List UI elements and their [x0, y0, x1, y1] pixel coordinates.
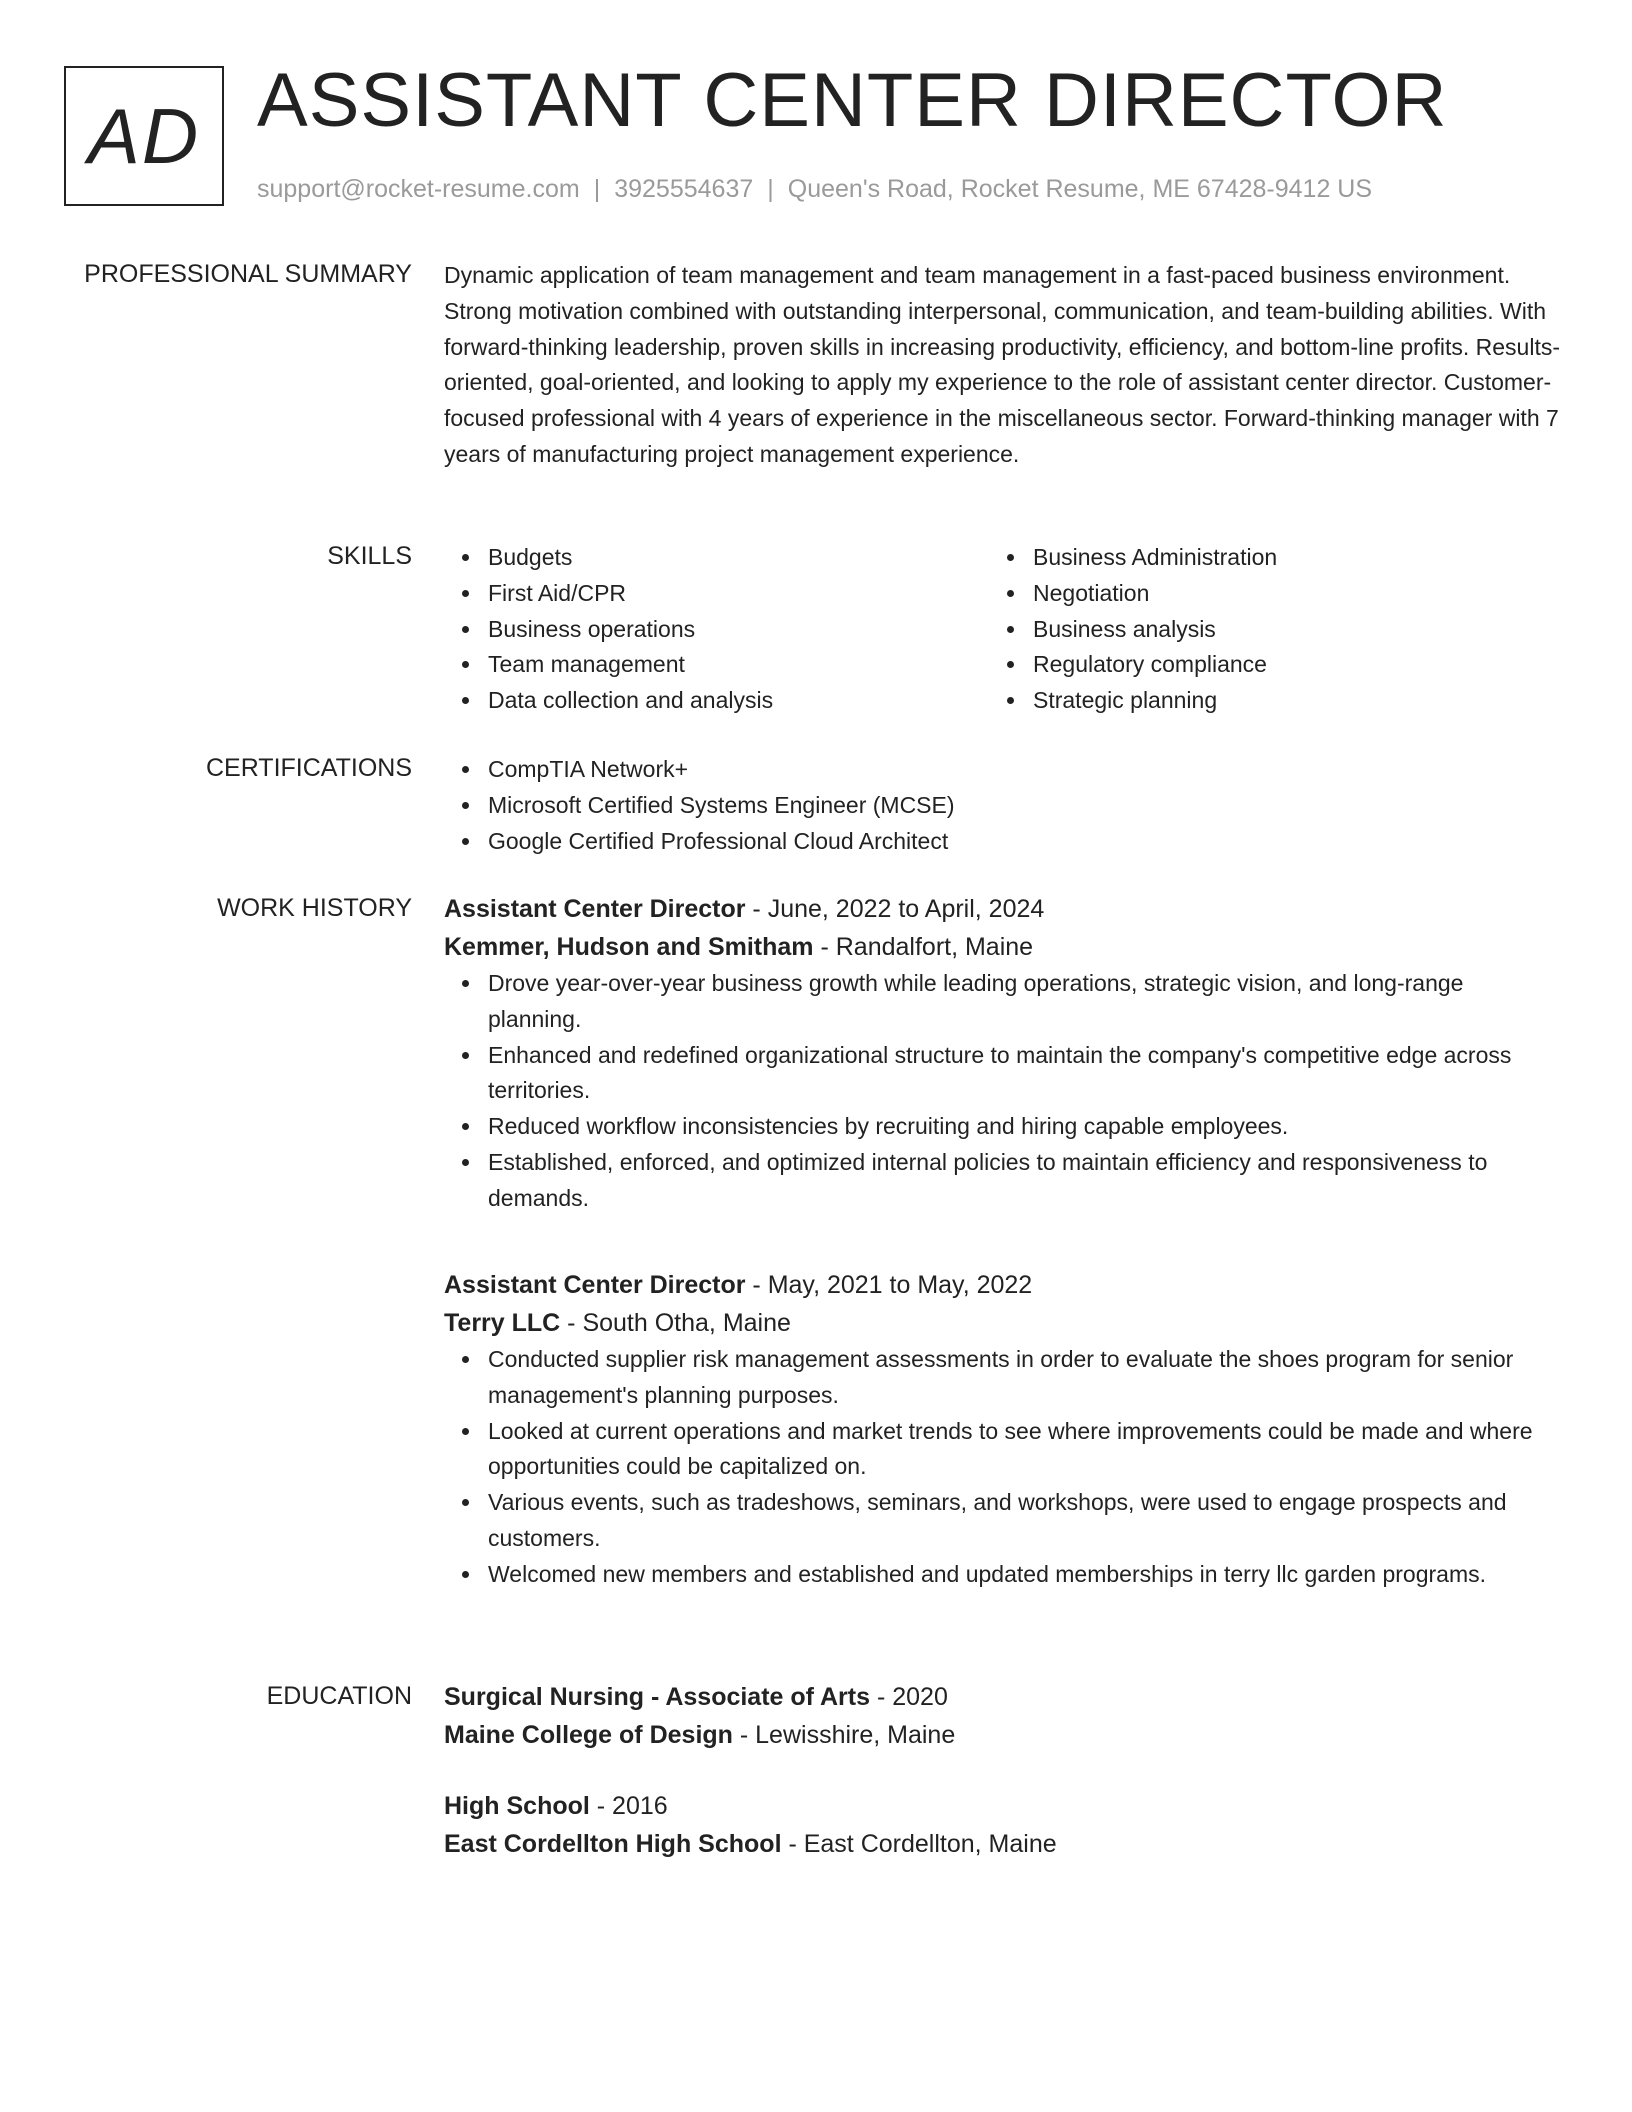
graduation-year: - 2016	[589, 1792, 668, 1820]
section-label-summary: PROFESSIONAL SUMMARY	[84, 260, 412, 288]
certification-item: Microsoft Certified Systems Engineer (MCSE)	[444, 788, 1560, 824]
section-label-education: EDUCATION	[266, 1682, 412, 1710]
certification-item: CompTIA Network+	[444, 752, 1560, 788]
school-location: - East Cordellton, Maine	[781, 1830, 1057, 1858]
company-line	[444, 928, 1560, 966]
degree-line	[444, 1787, 1560, 1825]
job-title-line	[444, 1266, 1560, 1304]
skill-item: Strategic planning	[989, 683, 1534, 719]
job-bullet: Drove year-over-year business growth while leading operations, strategic vision, and long-range planning.	[444, 966, 1560, 1038]
summary-text: Dynamic application of team management and team management in a fast-paced business environment. Strong motivation combined with outstanding interpersonal, communication, and team-building abilities. With forward-thinking leadership, proven skills in increasing productivity, efficiency, and bottom-line profits. Results-oriented, goal-oriented, and looking to apply my experience to the role of assistant center director. Customer-focused professional with 4 years of experience in the miscellaneous sector. Forward-thinking manager with 7 years of manufacturing project management experience.	[444, 262, 1561, 467]
certifications-list	[444, 752, 1560, 859]
skill-item: Regulatory compliance	[989, 647, 1534, 683]
contact-line	[257, 174, 1372, 204]
skill-item: Business Administration	[989, 540, 1534, 576]
skill-item: Negotiation	[989, 576, 1534, 612]
section-label-certifications: CERTIFICATIONS	[205, 754, 412, 782]
job-bullet: Looked at current operations and market trends to see where improvements could be made and where opportunities could be capitalized on.	[444, 1414, 1560, 1486]
skill-item: Business analysis	[989, 612, 1534, 648]
resume-title: ASSISTANT CENTER DIRECTOR	[257, 58, 1448, 143]
job-bullets	[444, 1342, 1560, 1593]
education-entry	[444, 1787, 1560, 1863]
job-dates: - May, 2021 to May, 2022	[745, 1271, 1033, 1299]
job-entry	[444, 890, 1560, 1217]
job-bullet: Enhanced and redefined organizational structure to maintain the company's competitive edge across territories.	[444, 1038, 1560, 1110]
monogram-initials: AD	[87, 91, 201, 180]
contact-separator: |	[767, 175, 774, 203]
skills-list-right	[989, 540, 1534, 719]
job-title: Assistant Center Director	[444, 1271, 746, 1299]
school-line	[444, 1825, 1560, 1863]
skill-item: Team management	[444, 647, 989, 683]
skill-item: Business operations	[444, 612, 989, 648]
job-bullet: Welcomed new members and established and updated memberships in terry llc garden programs.	[444, 1557, 1560, 1593]
company-location: - Randalfort, Maine	[813, 933, 1034, 961]
contact-phone: 3925554637	[614, 175, 754, 203]
job-dates: - June, 2022 to April, 2024	[745, 895, 1045, 923]
job-bullets	[444, 966, 1560, 1217]
company-name: Terry LLC	[444, 1309, 561, 1337]
degree: High School	[444, 1792, 590, 1820]
contact-email: support@rocket-resume.com	[257, 175, 580, 203]
education-entry	[444, 1678, 1560, 1754]
degree: Surgical Nursing - Associate of Arts	[444, 1683, 871, 1711]
degree-line	[444, 1678, 1560, 1716]
graduation-year: - 2020	[870, 1683, 948, 1711]
job-bullet: Conducted supplier risk management assessments in order to evaluate the shoes program for senior management's planning purposes.	[444, 1342, 1560, 1414]
certification-item: Google Certified Professional Cloud Architect	[444, 824, 1560, 860]
school-location: - Lewisshire, Maine	[732, 1721, 956, 1749]
skill-item: First Aid/CPR	[444, 576, 989, 612]
job-bullet: Reduced workflow inconsistencies by recruiting and hiring capable employees.	[444, 1109, 1560, 1145]
school-line	[444, 1716, 1560, 1754]
company-name: Kemmer, Hudson and Smitham	[444, 933, 814, 961]
company-line	[444, 1304, 1560, 1342]
job-entry	[444, 1266, 1560, 1593]
section-label-skills: SKILLS	[327, 542, 412, 570]
school-name: East Cordellton High School	[444, 1830, 782, 1858]
job-bullet: Various events, such as tradeshows, seminars, and workshops, were used to engage prospects and customers.	[444, 1485, 1560, 1557]
skill-item: Budgets	[444, 540, 989, 576]
skills-list-left	[444, 540, 989, 719]
skill-item: Data collection and analysis	[444, 683, 989, 719]
contact-separator: |	[593, 175, 601, 203]
company-location: - South Otha, Maine	[560, 1309, 791, 1337]
monogram-box	[64, 66, 224, 206]
contact-address: Queen's Road, Rocket Resume, ME 67428-9412 US	[787, 175, 1373, 203]
job-title-line	[444, 890, 1560, 928]
school-name: Maine College of Design	[444, 1721, 733, 1749]
job-bullet: Established, enforced, and optimized internal policies to maintain efficiency and responsiveness to demands.	[444, 1145, 1560, 1217]
job-title: Assistant Center Director	[444, 895, 746, 923]
section-label-work-history: WORK HISTORY	[217, 894, 412, 922]
